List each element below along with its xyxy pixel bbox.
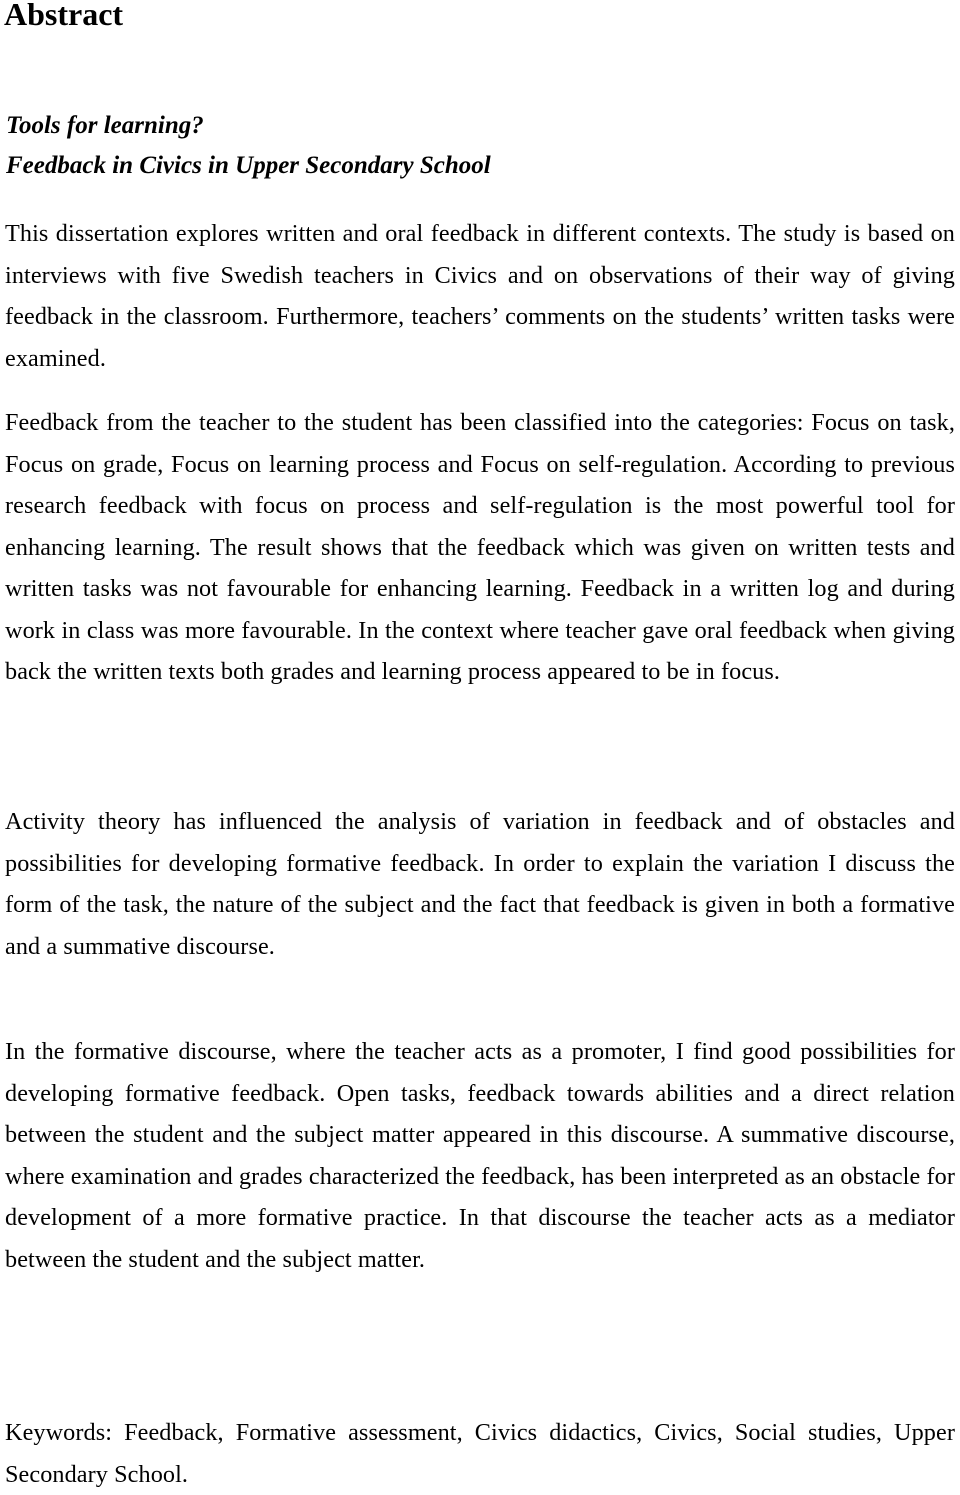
abstract-paragraph-4: In the formative discourse, where the teacher acts as a promoter, I find good possibilities for developing formative feedback. Open tasks, feedback towards abilities and a direct relation between the student and the subject matter appeared in this discourse. A summative discourse, where examination and grades characterized the feedback, has been interpreted as an obstacle for development of a more formative practice. In that discourse the teacher acts as a mediator between the student and the subject matter.: [5, 1038, 955, 1273]
abstract-heading: Abstract: [4, 0, 124, 32]
abstract-paragraph-3: Activity theory has influenced the analysis of variation in feedback and of obstacles and possibilities for developing formative feedback. In order to explain the variation I discuss the form of the task, the nature of the subject and the fact that feedback is given in both a formative and a summative discourse.: [5, 808, 955, 960]
title-line-2: Feedback in Civics in Upper Secondary School: [6, 152, 491, 179]
abstract-paragraph-2: Feedback from the teacher to the student has been classified into the categories: Focus on task, Focus on grade, Focus on learning process and Focus on self-regulation. According to previous research feedback with focus on process and self-regulation is the most powerful tool for enhancing learning. The result shows that the feedback which was given on written tests and written tasks was not favourable for enhancing learning. Feedback in a written log and during work in class was more favourable. In the context where teacher gave oral feedback when giving back the written texts both grades and learning process appeared to be in focus.: [5, 409, 955, 685]
abstract-paragraph-1: This dissertation explores written and oral feedback in different contexts. The study is based on interviews with five Swedish teachers in Civics and on observations of their way of giving feedback in the classroom. Furthermore, teachers’ comments on the students’ written tasks were examined.: [5, 220, 955, 372]
keywords-paragraph: Keywords: Feedback, Formative assessment, Civics didactics, Civics, Social studies, Upper Secondary School.: [5, 1419, 955, 1488]
title-line-1: Tools for learning?: [6, 112, 204, 139]
